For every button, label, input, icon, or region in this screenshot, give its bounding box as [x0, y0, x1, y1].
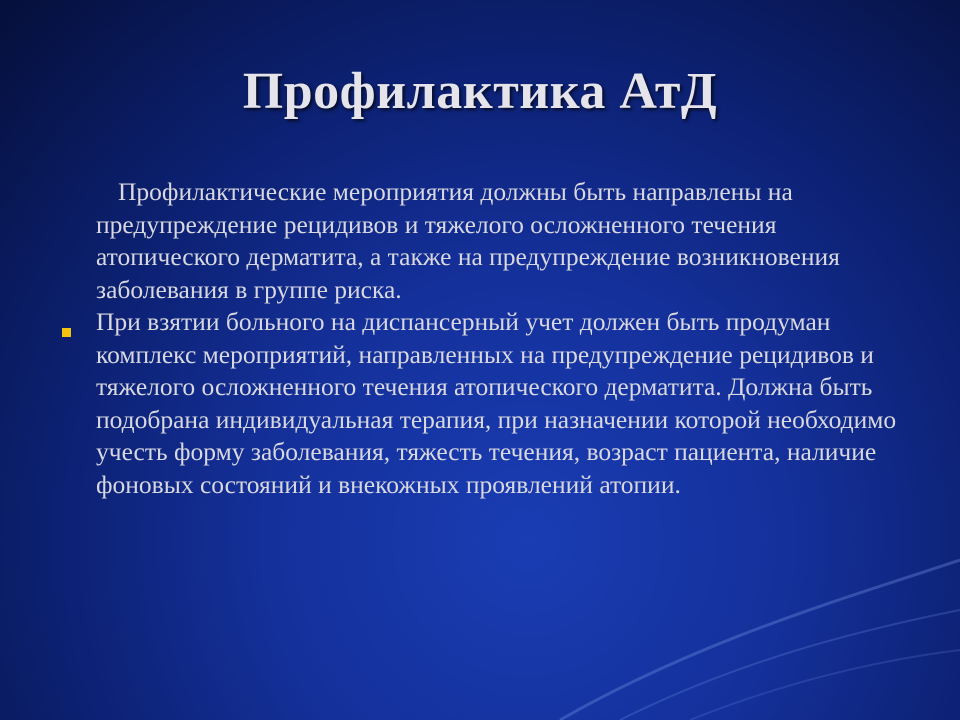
bullet-paragraph: При взятии больного на диспансерный учет должен быть продуман комплекс мероприятий, направленных на предупреждение рецидивов и тяжелого осложненного течения атопического дерматита. Должна быть подобрана индивидуальная терапия, при назначении которой необходимо учесть форму заболевания, тяжесть течения, возраст пациента, наличие фоновых состояний и внекожных проявлений атопии. [96, 307, 897, 499]
slide-body [60, 176, 910, 501]
intro-paragraph-text: Профилактические мероприятия должны быть направлены на предупреждение рецидивов и тяжелого осложненного течения атопического дерматита, а также на предупреждение возникновения заболевания в группе риска. [96, 177, 840, 304]
slide-title: Профилактика АтД [242, 63, 718, 120]
intro-paragraph [60, 176, 910, 306]
